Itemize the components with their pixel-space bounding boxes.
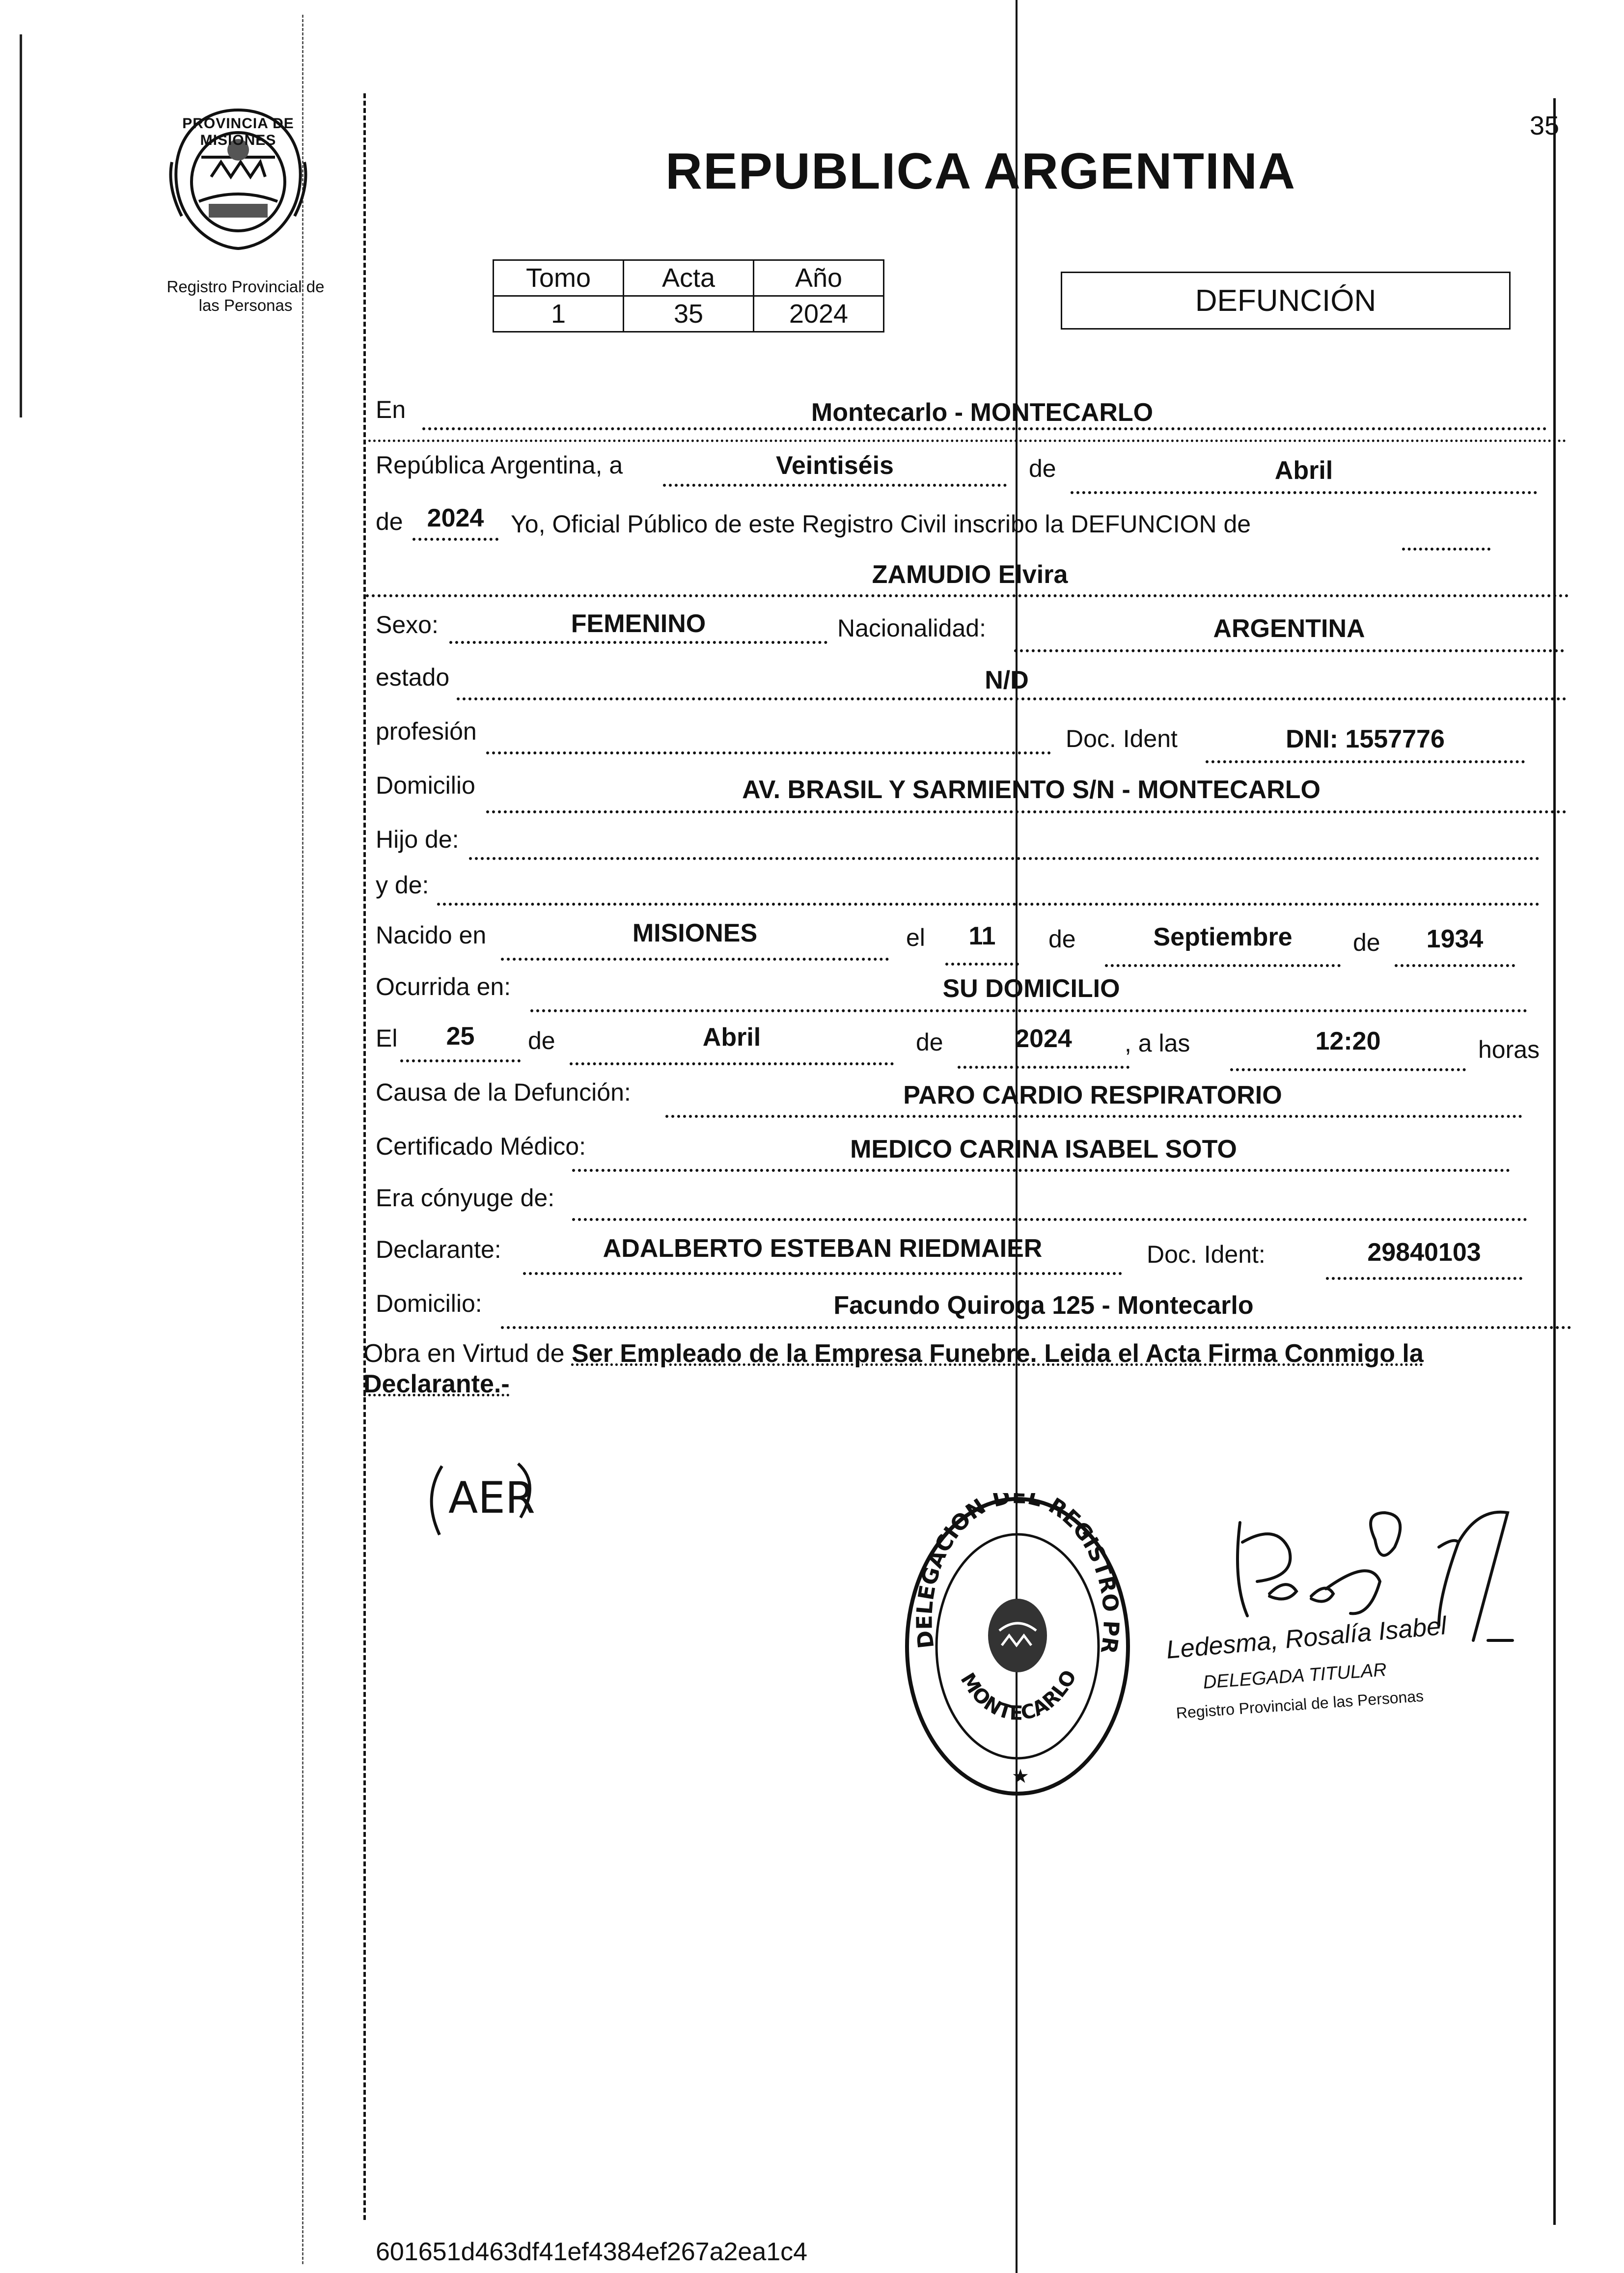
ocurrida-line — [530, 1009, 1527, 1012]
mes-line — [1071, 491, 1537, 494]
hijo-label: Hijo de: — [376, 826, 459, 853]
ocurrida-value: SU DOMICILIO — [942, 974, 1120, 1003]
emblem-label: PROVINCIA DE MISIONES — [182, 115, 294, 148]
declarante-doc-line — [1326, 1277, 1522, 1280]
declarante-signature — [420, 1454, 543, 1542]
sexo-label: Sexo: — [376, 611, 439, 638]
yde-line — [437, 903, 1540, 906]
republica-label: República Argentina, a — [376, 451, 623, 479]
initials-signature-icon — [420, 1454, 543, 1542]
def-dia-value: 25 — [446, 1022, 475, 1051]
svg-text:AER: AER — [448, 1472, 535, 1523]
causa-line — [665, 1115, 1522, 1118]
nac-mes-line — [1105, 964, 1341, 967]
declarante-line — [523, 1272, 1122, 1275]
causa-value: PARO CARDIO RESPIRATORIO — [903, 1081, 1282, 1109]
def-dia-line — [400, 1059, 521, 1062]
obra-label: Obra en Virtud de — [363, 1339, 565, 1368]
acta-header: Acta — [624, 260, 754, 296]
domicilio-label: Domicilio — [376, 772, 475, 799]
el-fecha-label: El — [376, 1025, 398, 1052]
declarante-domicilio-value: Facundo Quiroga 125 - Montecarlo — [833, 1291, 1254, 1320]
fold-line-dashed — [302, 15, 303, 2264]
certificado-value: MEDICO CARINA ISABEL SOTO — [850, 1135, 1237, 1164]
anio-line — [413, 538, 498, 541]
nac-anio-value: 1934 — [1426, 925, 1484, 953]
hora-value: 12:20 — [1315, 1027, 1381, 1055]
profesion-label: profesión — [376, 718, 477, 745]
sexo-value: FEMENINO — [571, 610, 706, 638]
obra-paragraph — [363, 1338, 1557, 1399]
declarante-doc-value: 29840103 — [1367, 1238, 1481, 1267]
yo-text: Yo, Oficial Público de este Registro Civil inscribo la DEFUNCION de — [511, 510, 1251, 538]
nac-mes-value: Septiembre — [1153, 923, 1293, 951]
de-label: de — [1029, 455, 1056, 482]
estado-line — [457, 697, 1567, 700]
dia-texto-value: Veintiséis — [776, 451, 894, 480]
nac-de-label-2: de — [1353, 929, 1380, 956]
domicilio2-label: Domicilio: — [376, 1290, 482, 1317]
lugar-value: Montecarlo - MONTECARLO — [811, 398, 1154, 427]
doc-ident-label: Doc. Ident — [1066, 725, 1178, 752]
de-anio-label: de — [376, 508, 403, 535]
binder-mark — [20, 34, 22, 417]
hora-line — [1230, 1068, 1466, 1071]
official-seal — [901, 1493, 1134, 1800]
page-left-border — [363, 93, 366, 2220]
horas-label: horas — [1478, 1036, 1540, 1063]
def-mes-line — [570, 1062, 894, 1065]
nac-dia-value: 11 — [968, 922, 996, 950]
nacionalidad-line — [1014, 649, 1564, 652]
document-type-box — [1061, 272, 1511, 330]
document-hash: 601651d463df41ef4384ef267a2ea1c4 — [376, 2238, 808, 2266]
doc-ident-value: DNI: 1557776 — [1286, 725, 1445, 753]
nombre-line — [366, 594, 1569, 597]
row-separator — [363, 440, 1567, 442]
domicilio-line — [486, 810, 1567, 813]
registro-line-2: las Personas — [198, 296, 293, 314]
anio-value: 2024 — [754, 296, 884, 332]
official-name: Ledesma, Rosalía Isabel — [1165, 1611, 1448, 1664]
nac-anio-line — [1395, 964, 1515, 967]
doc-ident-line — [1206, 760, 1525, 763]
page-number: 35 — [1530, 111, 1560, 140]
reference-table — [493, 259, 884, 333]
def-mes-value: Abril — [702, 1023, 761, 1052]
def-anio-value: 2024 — [1015, 1025, 1072, 1053]
el-label: el — [906, 924, 925, 951]
svg-text:DELEGACION DEL REGISTRO PROVIN: DELEGACION DEL REGISTRO PR — [912, 1493, 1124, 1656]
en-line — [422, 427, 1547, 430]
registro-line-1: Registro Provincial de — [166, 277, 325, 296]
def-de-label-1: de — [528, 1027, 555, 1054]
official-role: DELEGADA TITULAR — [1202, 1659, 1387, 1693]
certificado-label: Certificado Médico: — [376, 1133, 586, 1160]
conyuge-line — [572, 1218, 1527, 1221]
official-org: Registro Provincial de las Personas — [1175, 1687, 1425, 1722]
alas-label: , a las — [1125, 1029, 1190, 1057]
document-title: REPUBLICA ARGENTINA — [665, 143, 1296, 200]
declarante-value: ADALBERTO ESTEBAN RIEDMAIER — [603, 1234, 1043, 1263]
certificado-line — [572, 1169, 1510, 1172]
estado-value: N/D — [985, 666, 1029, 694]
doc-ident2-label: Doc. Ident: — [1147, 1241, 1266, 1268]
nacido-label: Nacido en — [376, 921, 487, 949]
tomo-header: Tomo — [494, 260, 624, 296]
domicilio2-line — [501, 1326, 1571, 1329]
dia-line — [663, 484, 1007, 487]
def-de-label-2: de — [916, 1028, 943, 1056]
domicilio-value: AV. BRASIL Y SARMIENTO S/N - MONTECARLO — [742, 776, 1321, 804]
official-signature-block — [1164, 1503, 1537, 1758]
registro-provincial-label — [142, 277, 349, 315]
sexo-line — [449, 641, 827, 644]
yde-label: y de: — [376, 871, 429, 899]
acta-value: 35 — [624, 296, 754, 332]
nacido-en-value: MISIONES — [632, 919, 758, 947]
nombre-value: ZAMUDIO Elvira — [872, 560, 1068, 589]
anio-value: 2024 — [427, 504, 484, 532]
yo-trailing-line — [1402, 548, 1490, 551]
svg-text:★: ★ — [1012, 1765, 1029, 1788]
obra-value: Ser Empleado de la Empresa Funebre. Leida el Acta Firma Conmigo la Declarante.- — [363, 1339, 1424, 1398]
causa-label: Causa de la Defunción: — [376, 1079, 631, 1106]
declarante-label: Declarante: — [376, 1236, 501, 1263]
document-type-label: DEFUNCIÓN — [1195, 283, 1376, 318]
hijo-line — [469, 857, 1540, 860]
nacionalidad-value: ARGENTINA — [1213, 614, 1365, 643]
mes-value: Abril — [1274, 456, 1333, 485]
nacido-line — [501, 958, 889, 961]
ocurrida-label: Ocurrida en: — [376, 973, 511, 1000]
svg-text:MONTECARLO: MONTECARLO — [956, 1666, 1081, 1725]
nac-de-label-1: de — [1048, 925, 1076, 953]
nacionalidad-label: Nacionalidad: — [837, 614, 986, 642]
conyuge-label: Era cónyuge de: — [376, 1184, 555, 1212]
estado-label: estado — [376, 664, 450, 691]
anio-header: Año — [754, 260, 884, 296]
nac-dia-line — [945, 963, 1019, 966]
en-label: En — [376, 396, 406, 423]
profesion-line — [486, 751, 1051, 754]
seal-icon — [901, 1493, 1134, 1800]
def-anio-line — [958, 1066, 1129, 1069]
page-right-border — [1553, 98, 1556, 2225]
tomo-value: 1 — [494, 296, 624, 332]
